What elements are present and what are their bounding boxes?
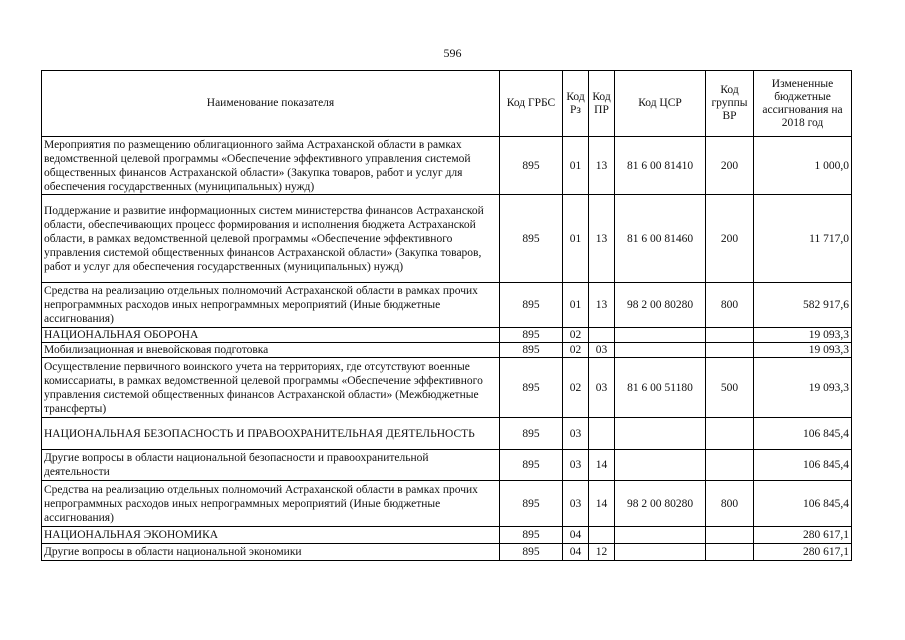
cell-rz: 04 (563, 527, 589, 544)
cell-rz: 02 (563, 343, 589, 358)
cell-vr: 200 (706, 137, 754, 195)
cell-grbs: 895 (500, 358, 563, 418)
cell-rz: 03 (563, 418, 589, 450)
cell-vr (706, 527, 754, 544)
cell-vr (706, 328, 754, 343)
cell-name: Средства на реализацию отдельных полномочий Астраханской области в рамках прочих непрограммных расходов иных непрограммных мероприятий (Иные бюджетные ассигнования) (42, 481, 500, 527)
cell-rz: 02 (563, 328, 589, 343)
table-row (42, 328, 852, 343)
cell-name: НАЦИОНАЛЬНАЯ ЭКОНОМИКА (42, 527, 500, 544)
cell-name: НАЦИОНАЛЬНАЯ БЕЗОПАСНОСТЬ И ПРАВООХРАНИТЕЛЬНАЯ ДЕЯТЕЛЬНОСТЬ (42, 418, 500, 450)
cell-vr (706, 450, 754, 481)
cell-amount: 11 717,0 (754, 195, 852, 283)
cell-vr: 500 (706, 358, 754, 418)
cell-grbs: 895 (500, 418, 563, 450)
table-row (42, 358, 852, 418)
cell-csr: 98 2 00 80280 (615, 283, 706, 328)
cell-rz: 04 (563, 544, 589, 561)
cell-csr: 81 6 00 81460 (615, 195, 706, 283)
header-pr: Код ПР (589, 71, 615, 137)
table-row (42, 418, 852, 450)
cell-rz: 01 (563, 137, 589, 195)
cell-name: Мероприятия по размещению облигационного займа Астраханской области в рамках ведомственной целевой программы «Обеспечение эффективного управления системой общественных финансов Астраханской области» (Закупка товаров, работ и услуг для обеспечения государственных (муниципальных) нужд) (42, 137, 500, 195)
cell-amount: 19 093,3 (754, 328, 852, 343)
cell-name: Другие вопросы в области национальной безопасности и правоохранительной деятельности (42, 450, 500, 481)
cell-amount: 19 093,3 (754, 358, 852, 418)
cell-name: Другие вопросы в области национальной экономики (42, 544, 500, 561)
cell-name: НАЦИОНАЛЬНАЯ ОБОРОНА (42, 328, 500, 343)
cell-csr (615, 343, 706, 358)
cell-vr: 800 (706, 481, 754, 527)
cell-pr (589, 328, 615, 343)
page-number: 596 (443, 46, 462, 60)
table-row (42, 343, 852, 358)
cell-rz: 01 (563, 195, 589, 283)
cell-amount: 1 000,0 (754, 137, 852, 195)
cell-vr (706, 544, 754, 561)
cell-grbs: 895 (500, 450, 563, 481)
cell-amount: 106 845,4 (754, 481, 852, 527)
cell-pr: 14 (589, 481, 615, 527)
cell-pr: 13 (589, 283, 615, 328)
header-csr: Код ЦСР (615, 71, 706, 137)
cell-grbs: 895 (500, 328, 563, 343)
cell-grbs: 895 (500, 283, 563, 328)
header-grbs: Код ГРБС (500, 71, 563, 137)
cell-rz: 01 (563, 283, 589, 328)
cell-csr: 98 2 00 80280 (615, 481, 706, 527)
table-row (42, 195, 852, 283)
cell-name: Средства на реализацию отдельных полномочий Астраханской области в рамках прочих непрограммных расходов иных непрограммных мероприятий (Иные бюджетные ассигнования) (42, 283, 500, 328)
cell-csr: 81 6 00 81410 (615, 137, 706, 195)
cell-pr: 12 (589, 544, 615, 561)
table-row (42, 527, 852, 544)
cell-csr: 81 6 00 51180 (615, 358, 706, 418)
table-row (42, 283, 852, 328)
header-name: Наименование показателя (42, 71, 500, 137)
cell-grbs: 895 (500, 137, 563, 195)
table-row (42, 481, 852, 527)
cell-csr (615, 527, 706, 544)
cell-rz: 03 (563, 450, 589, 481)
cell-grbs: 895 (500, 343, 563, 358)
table-row (42, 450, 852, 481)
cell-name: Мобилизационная и вневойсковая подготовка (42, 343, 500, 358)
budget-table (41, 70, 852, 561)
cell-grbs: 895 (500, 481, 563, 527)
cell-grbs: 895 (500, 527, 563, 544)
cell-amount: 280 617,1 (754, 544, 852, 561)
cell-amount: 106 845,4 (754, 418, 852, 450)
cell-csr (615, 450, 706, 481)
cell-rz: 03 (563, 481, 589, 527)
cell-grbs: 895 (500, 195, 563, 283)
header-amount: Измененные бюджетные ассигнования на 2018 год (754, 71, 852, 137)
cell-vr: 200 (706, 195, 754, 283)
cell-vr: 800 (706, 283, 754, 328)
cell-amount: 582 917,6 (754, 283, 852, 328)
cell-pr: 13 (589, 195, 615, 283)
cell-amount: 19 093,3 (754, 343, 852, 358)
header-rz: Код Рз (563, 71, 589, 137)
header-vr: Код группы ВР (706, 71, 754, 137)
cell-pr: 13 (589, 137, 615, 195)
cell-vr (706, 418, 754, 450)
cell-pr: 03 (589, 343, 615, 358)
cell-name: Осуществление первичного воинского учета на территориях, где отсутствуют военные комиссариаты, в рамках ведомственной целевой программы «Обеспечение эффективного управления системой общественных финансов Астраханской области» (Межбюджетные трансферты) (42, 358, 500, 418)
cell-pr (589, 527, 615, 544)
cell-csr (615, 418, 706, 450)
cell-amount: 280 617,1 (754, 527, 852, 544)
table-row (42, 137, 852, 195)
cell-csr (615, 328, 706, 343)
cell-pr (589, 418, 615, 450)
cell-name: Поддержание и развитие информационных систем министерства финансов Астраханской области, обеспечивающих процесс формирования и исполнения бюджета Астраханской области, в рамках ведомственной целевой программы «Обеспечение эффективного управления системой общественных финансов Астраханской области» (Закупка товаров, работ и услуг для обеспечения государственных (муниципальных) нужд) (42, 195, 500, 283)
cell-grbs: 895 (500, 544, 563, 561)
cell-rz: 02 (563, 358, 589, 418)
cell-vr (706, 343, 754, 358)
cell-pr: 14 (589, 450, 615, 481)
cell-csr (615, 544, 706, 561)
cell-pr: 03 (589, 358, 615, 418)
table-header (42, 71, 852, 137)
cell-amount: 106 845,4 (754, 450, 852, 481)
table-row (42, 544, 852, 561)
table-body (42, 137, 852, 561)
